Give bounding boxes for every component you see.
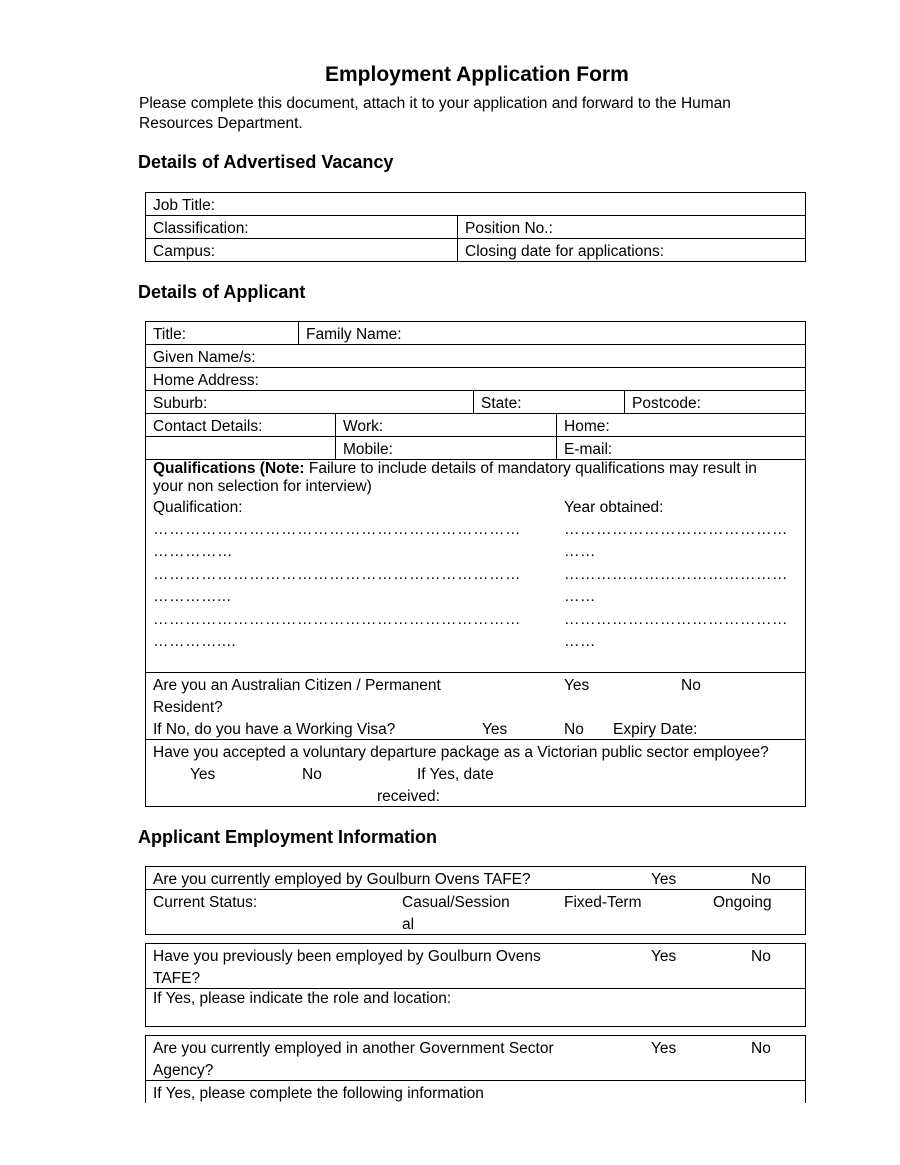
status-casual-option[interactable]: Casual/Session bbox=[402, 894, 510, 911]
suburb-field[interactable]: Suburb: bbox=[153, 395, 208, 412]
gov-employment-question-cont: Agency? bbox=[153, 1062, 214, 1079]
intro-line-2: Resources Department. bbox=[139, 115, 303, 132]
applicant-heading: Details of Applicant bbox=[138, 282, 306, 302]
qualifications-note-line-1 bbox=[153, 461, 757, 477]
role-location-field[interactable]: If Yes, please indicate the role and location: bbox=[153, 990, 452, 1007]
work-phone-field[interactable]: Work: bbox=[343, 418, 384, 435]
title-field[interactable]: Title: bbox=[153, 326, 187, 343]
year-line-1-cont[interactable]: …… bbox=[564, 543, 596, 560]
campus-field[interactable]: Campus: bbox=[153, 243, 216, 260]
year-line-2-cont[interactable]: …… bbox=[564, 588, 596, 605]
qualification-line-1[interactable]: …………………………………………………………… bbox=[153, 521, 521, 538]
year-line-2[interactable]: …………………………………… bbox=[564, 566, 788, 583]
previous-employment-question-cont: TAFE? bbox=[153, 970, 201, 987]
vacancy-heading: Details of Advertised Vacancy bbox=[138, 152, 394, 172]
qualifications-note-text: Failure to include details of mandatory qualifications may result in bbox=[308, 460, 757, 477]
intro-line-1: Please complete this document, attach it to your application and forward to the Human bbox=[139, 95, 731, 112]
gov-employment-no-option[interactable]: No bbox=[751, 1040, 771, 1057]
email-field[interactable]: E-mail: bbox=[564, 441, 613, 458]
state-field[interactable]: State: bbox=[481, 395, 522, 412]
home-phone-field[interactable]: Home: bbox=[564, 418, 610, 435]
package-date-received-field[interactable]: received: bbox=[377, 788, 440, 805]
current-employment-yes-option[interactable]: Yes bbox=[651, 871, 677, 888]
visa-yes-option[interactable]: Yes bbox=[482, 721, 508, 738]
visa-question: If No, do you have a Working Visa? bbox=[153, 721, 396, 738]
postcode-field[interactable]: Postcode: bbox=[632, 395, 701, 412]
closing-date-field[interactable]: Closing date for applications: bbox=[465, 243, 665, 260]
previous-employment-no-option[interactable]: No bbox=[751, 948, 771, 965]
mobile-field[interactable]: Mobile: bbox=[343, 441, 393, 458]
previous-employment-yes-option[interactable]: Yes bbox=[651, 948, 677, 965]
visa-no-option[interactable]: No bbox=[564, 721, 584, 738]
qualifications-note-label: Qualifications (Note: bbox=[153, 460, 305, 477]
classification-field[interactable]: Classification: bbox=[153, 220, 249, 237]
citizen-question-cont: Resident? bbox=[153, 699, 223, 716]
form-title: Employment Application Form bbox=[325, 63, 629, 86]
contact-details-label: Contact Details: bbox=[153, 418, 263, 435]
status-fixed-term-option[interactable]: Fixed-Term bbox=[564, 894, 642, 911]
citizen-yes-option[interactable]: Yes bbox=[564, 677, 590, 694]
citizen-no-option[interactable]: No bbox=[681, 677, 701, 694]
previous-employment-question: Have you previously been employed by Goulburn Ovens bbox=[153, 948, 541, 965]
qualifications-note-line-2: your non selection for interview) bbox=[153, 478, 372, 495]
package-question: Have you accepted a voluntary departure package as a Victorian public sector employee? bbox=[153, 744, 769, 761]
position-no-field[interactable]: Position No.: bbox=[465, 220, 553, 237]
current-status-label: Current Status: bbox=[153, 894, 258, 911]
package-yes-option[interactable]: Yes bbox=[190, 766, 216, 783]
status-ongoing-option[interactable]: Ongoing bbox=[713, 894, 772, 911]
package-date-label: If Yes, date bbox=[417, 766, 494, 783]
package-no-option[interactable]: No bbox=[302, 766, 322, 783]
home-address-field[interactable]: Home Address: bbox=[153, 372, 259, 389]
year-line-3-cont[interactable]: …… bbox=[564, 633, 596, 650]
citizen-question: Are you an Australian Citizen / Permanent bbox=[153, 677, 441, 694]
year-line-3[interactable]: …………………………………… bbox=[564, 611, 788, 628]
year-line-1[interactable]: …………………………………… bbox=[564, 521, 788, 538]
current-employment-no-option[interactable]: No bbox=[751, 871, 771, 888]
qualification-line-3[interactable]: …………………………………………………………… bbox=[153, 611, 521, 628]
given-names-field[interactable]: Given Name/s: bbox=[153, 349, 256, 366]
qualification-label: Qualification: bbox=[153, 499, 243, 516]
employment-heading: Applicant Employment Information bbox=[138, 827, 438, 847]
status-casual-option-cont: al bbox=[402, 916, 415, 933]
qualification-line-2-cont[interactable]: …………... bbox=[153, 588, 232, 605]
complete-info-instruction: If Yes, please complete the following information bbox=[153, 1085, 484, 1102]
job-title-field[interactable]: Job Title: bbox=[153, 197, 216, 214]
expiry-date-field[interactable]: Expiry Date: bbox=[613, 721, 698, 738]
qualification-line-2[interactable]: …………………………………………………………… bbox=[153, 566, 521, 583]
current-employment-question: Are you currently employed by Goulburn Ovens TAFE? bbox=[153, 871, 531, 888]
family-name-field[interactable]: Family Name: bbox=[306, 326, 402, 343]
qualification-line-1-cont[interactable]: …………… bbox=[153, 543, 233, 560]
qualification-line-3-cont[interactable]: ………….... bbox=[153, 633, 237, 650]
gov-employment-yes-option[interactable]: Yes bbox=[651, 1040, 677, 1057]
year-obtained-label: Year obtained: bbox=[564, 499, 664, 516]
gov-employment-question: Are you currently employed in another Government Sector bbox=[153, 1040, 554, 1057]
